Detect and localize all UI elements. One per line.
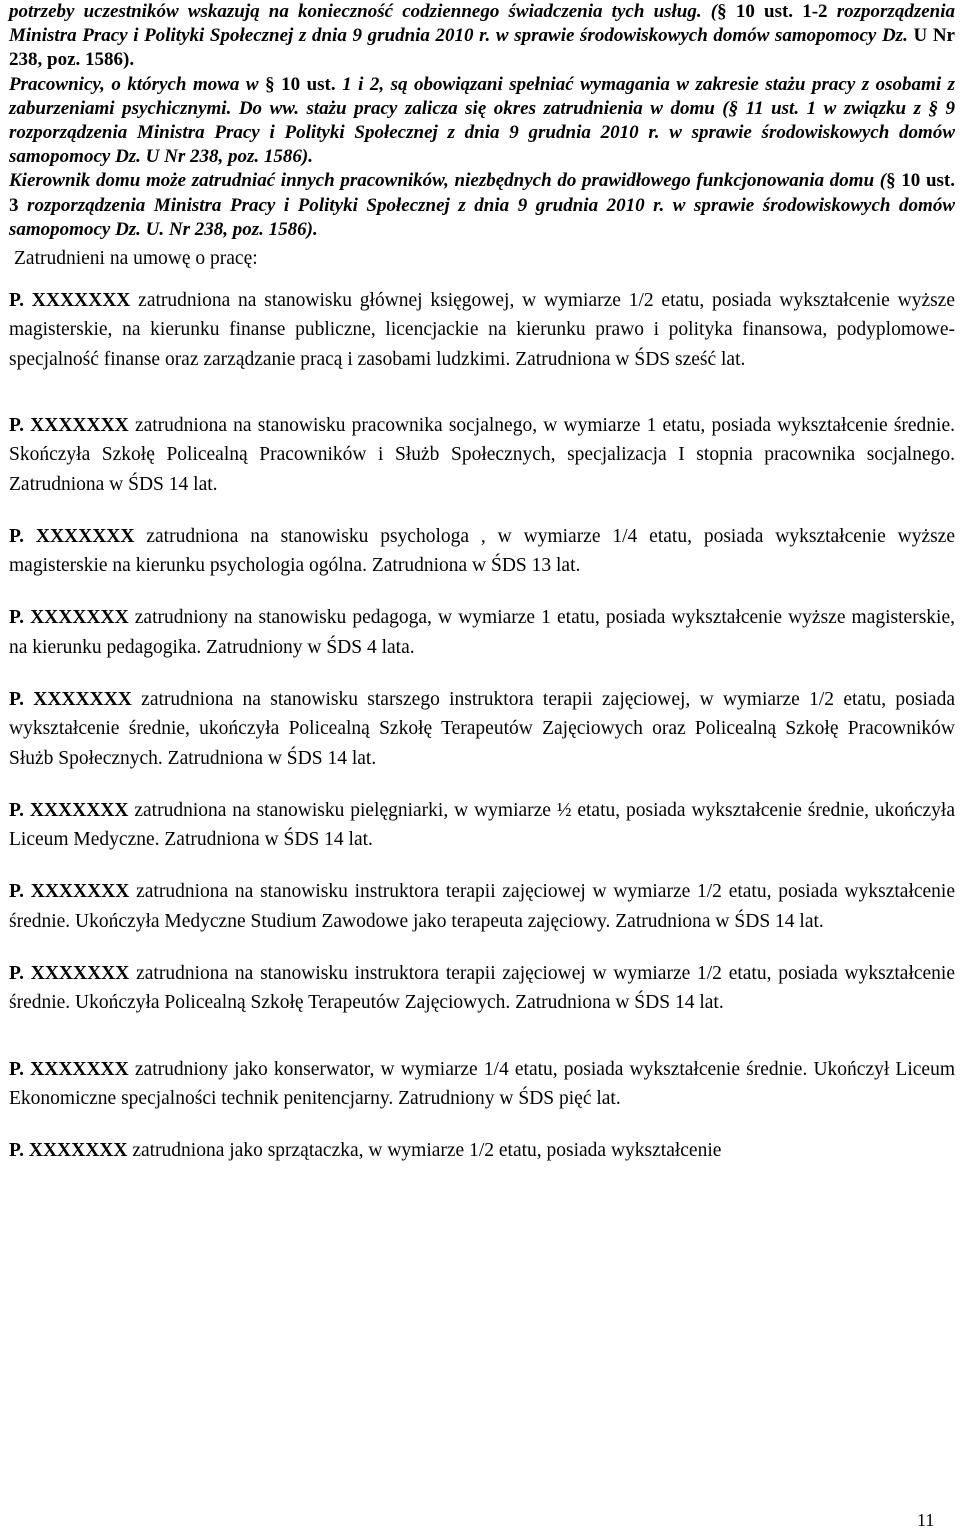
employee-description: zatrudniona na stanowisku instruktora terapii zajęciowej w wymiarze 1/2 etatu, posiada wykształcenie średnie. Ukończyła Medyczne Studium Zawodowe jako terapeuta zajęciowy. Zatrudniona w ŚDS 14 lat. [9,881,956,932]
employee-entry [9,796,955,855]
employee-entry [9,411,955,499]
employee-description: zatrudniona na stanowisku pielęgniarki, w wymiarze ½ etatu, posiada wykształcenie średnie, ukończyła Liceum Medyczne. Zatrudniona w ŚDS 14 lat. [9,799,955,851]
employee-entry [9,959,955,1018]
employee-description: zatrudniona na stanowisku instruktora terapii zajęciowej w wymiarze 1/2 etatu, posiada wykształcenie średnie. Ukończyła Policealną Szkołę Terapeutów Zajęciowych. Zatrudniona w ŚDS 14 lat. [9,963,956,1014]
intro-text-run: § 10 ust. 3 [9,170,955,216]
employee-description: zatrudniony na stanowisku pedagoga, w wymiarze 1 etatu, posiada wykształcenie wyższe magisterskie, na kierunku pedagogika. Zatrudniony w ŚDS 4 lata. [9,607,955,658]
intro-text-run: U Nr 238, poz. 1586). [9,25,955,71]
employee-name: P. XXXXXXX [9,963,130,985]
intro-text-run: rozporządzenia Ministra Pracy i Polityki Społecznej z dnia 9 grudnia 2010 r. w sprawie środowiskowych domów samopomocy Dz. [9,1,955,47]
employee-name: P. XXXXXXX [9,881,130,903]
page-number: 11 [917,1510,935,1530]
document-page [9,0,955,1166]
employee-entry [9,286,955,374]
intro-paragraph [9,169,955,242]
intro-text-run: § 10 ust. [265,73,336,95]
employees-heading: Zatrudnieni na umowę o pracę: [14,248,258,270]
employee-entry [9,685,955,773]
employee-entry [9,1136,955,1165]
employee-entry [9,522,955,581]
employee-name: P. XXXXXXX [9,1058,129,1080]
employee-name: P. XXXXXXX [9,1140,128,1162]
employee-entry [9,603,955,662]
employee-name: P. XXXXXXX [9,414,129,436]
intro-text-run: Kierownik domu może zatrudniać innych pracowników, niezbędnych do prawidłowego funkcjonowania domu ( [9,170,887,192]
employee-description: zatrudniona na stanowisku psychologa , w wymiarze 1/4 etatu, posiada wykształcenie wyższe magisterskie na kierunku psychologia ogólna. Zatrudniona w ŚDS 13 lat. [9,525,955,577]
employee-description: zatrudniona na stanowisku głównej księgowej, w wymiarze 1/2 etatu, posiada wykształcenie wyższe magisterskie, na kierunku finanse publiczne, licencjackie na kierunku prawo i polityka finansowa, podyplomowe- specjalność finanse oraz zarządzanie pracą i zasobami ludzkimi. Zatrudniona w ŚDS sześć lat. [9,290,955,370]
intro-text-run: 1 i 2, są obowiązani spełniać wymagania w zakresie stażu pracy z osobami z zaburzeniami psychicznymi. Do ww. stażu pracy zalicza się okres zatrudnienia w domu (§ 11 ust. 1 w związku z § 9 rozporządzenia Ministra Pracy i Polityki Społecznej z dnia 9 grudnia 2010 r. w sprawie środowiskowych domów samopomocy Dz. U Nr 238, poz. 1586). [9,73,955,168]
employee-description: zatrudniona na stanowisku pracownika socjalnego, w wymiarze 1 etatu, posiada wykształcenie średnie. Skończyła Szkołę Policealną Pracowników i Służb Społecznych, specjalizacja I stopnia pracownika socjalnego. Zatrudniona w ŚDS 14 lat. [9,414,956,495]
intro-text-run: Pracownicy, o których mowa w [9,73,266,95]
employee-description: zatrudniona jako sprzątaczka, w wymiarze 1/2 etatu, posiada wykształcenie [127,1140,722,1162]
employee-name: P. XXXXXXX [9,607,129,629]
employee-name: P. XXXXXXX [9,799,129,821]
employee-name: P. XXXXXXX [9,525,135,547]
intro-paragraph [9,73,955,170]
intro-text-run: § 10 ust. 1-2 [717,1,828,22]
regulation-intro [9,0,955,242]
employee-entry [9,877,955,936]
employee-name: P. XXXXXXX [9,290,131,312]
employee-description: zatrudniona na stanowisku starszego instruktora terapii zajęciowej, w wymiarze 1/2 etatu, posiada wykształcenie średnie, ukończyła Policealną Szkołę Terapeutów Zajęciowych oraz Policealną Szkołę Pracowników Służb Społecznych. Zatrudniona w ŚDS 14 lat. [9,689,955,769]
employee-entry [9,1055,955,1114]
intro-text-run: potrzeby uczestników wskazują na konieczność codziennego świadczenia tych usług. ( [9,1,718,22]
employee-name: P. XXXXXXX [9,689,132,710]
intro-paragraph [9,0,955,73]
intro-text-run: rozporządzenia Ministra Pracy i Polityki Społecznej z dnia 9 grudnia 2010 r. w sprawie środowiskowych domów samopomocy Dz. U. Nr 238, poz. 1586). [9,194,955,240]
employees-list [9,286,955,1166]
employee-description: zatrudniony jako konserwator, w wymiarze 1/4 etatu, posiada wykształcenie średnie. Ukończył Liceum Ekonomiczne specjalności technik penitencjarny. Zatrudniony w ŚDS pięć lat. [9,1058,955,1109]
